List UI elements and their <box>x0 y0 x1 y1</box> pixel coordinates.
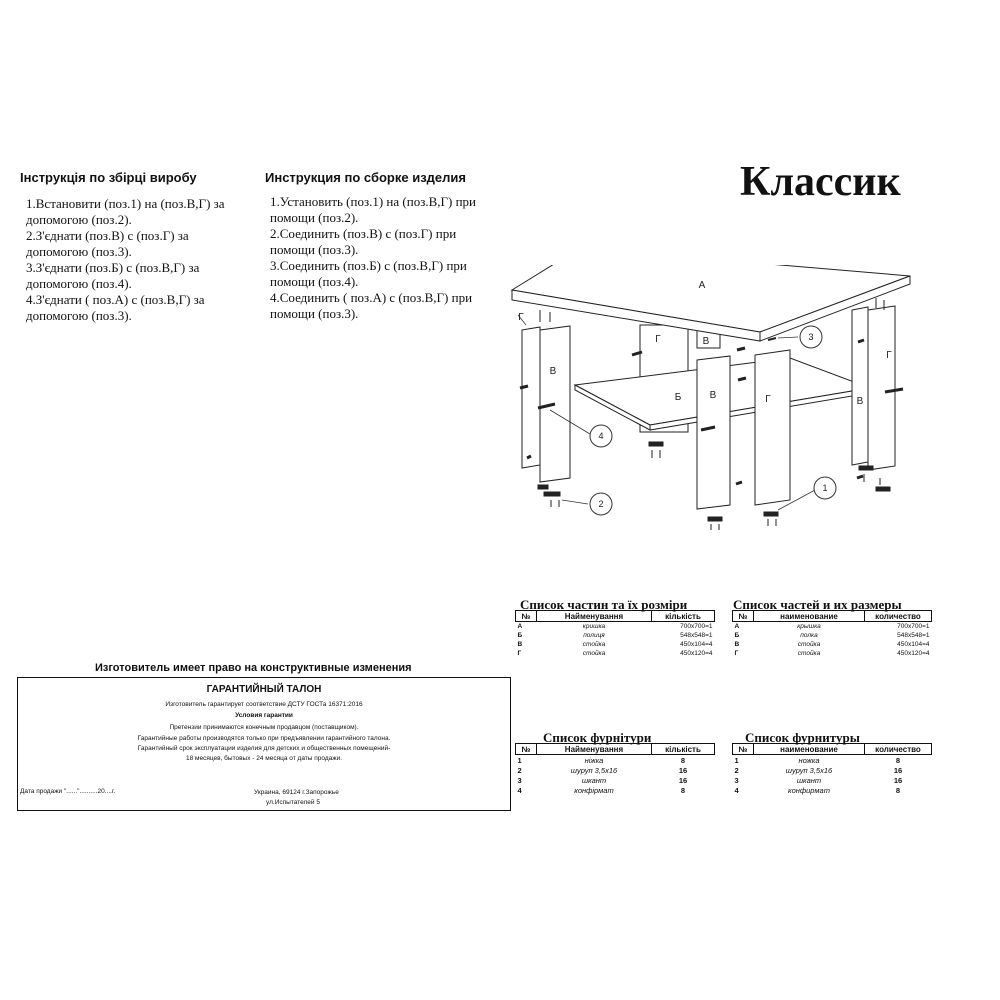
label-v-left: В <box>549 366 557 377</box>
instructions-ua-steps <box>26 196 254 324</box>
hardware-ru-table <box>732 743 932 795</box>
table-row: Г стойка 450х120=4 <box>517 650 713 657</box>
warranty-line: Гарантийный срок эксплуатации изделия для детских и общественных помещений- <box>137 745 391 752</box>
instructions-ru-steps <box>270 194 502 322</box>
warranty-line: Гарантийные работы производятся только при предъявлении гарантийного талона. <box>137 735 391 742</box>
instruction-step: 3.З'єднати (поз.Б) с (поз.В,Г) за допомогою (поз.4). <box>26 260 200 291</box>
column-header: № <box>516 611 537 622</box>
label-g-left: Г <box>518 312 524 323</box>
parts-ru-title: Список частей и их размеры <box>733 597 902 612</box>
hardware-ua-table <box>515 743 715 795</box>
instruction-step: 4.Соединить ( поз.А) с (поз.В,Г) при помощи (поз.3). <box>270 290 473 321</box>
table-row: Б полка 548х548=1 <box>734 632 930 639</box>
hardware-ru-title: Список фурнитуры <box>745 730 860 745</box>
label-g-back: Г <box>655 334 661 345</box>
column-header: Найменування <box>537 611 652 622</box>
table-row: 4 конфирмат 8 <box>734 785 901 795</box>
product-title: Классик <box>740 159 901 205</box>
column-header: количество <box>865 744 932 755</box>
table-row: Б полиця 548х548=1 <box>517 632 713 639</box>
table-row: Г стойка 450х120=4 <box>734 650 930 657</box>
label-a: А <box>698 280 706 291</box>
label-v-front: В <box>709 390 717 401</box>
table-row: В стойка 450х104=4 <box>517 641 713 648</box>
instructions-ua-title: Інструкція по збірці виробу <box>20 170 197 185</box>
address-line2: ул.Испытателей 5 <box>266 799 320 806</box>
parts-ua-table <box>515 610 715 658</box>
sale-date: Дата продажи "......"..........20....г. <box>20 788 116 795</box>
callout-3-label: 3 <box>808 332 814 342</box>
warranty-card <box>17 677 511 811</box>
warranty-line: 18 месяцев, бытовых - 24 месяца от даты продажи. <box>185 755 343 762</box>
label-g-front: Г <box>765 394 771 405</box>
warranty-conditions-title: Условия гарантии <box>235 712 293 719</box>
table-row: 3 шкант 16 <box>517 775 688 785</box>
column-header: наименование <box>754 611 865 622</box>
column-header: количество <box>865 611 932 622</box>
callout-1-label: 1 <box>822 483 828 493</box>
table-row: 2 шуруп 3,5х16 16 <box>517 765 688 775</box>
instruction-step: 1.Встановити (поз.1) на (поз.В,Г) за допомогою (поз.2). <box>26 196 225 227</box>
right-panel-v <box>852 307 868 465</box>
instruction-step: 2.Соединить (поз.В) с (поз.Г) при помощи (поз.3). <box>270 226 457 257</box>
column-header: кількість <box>652 744 715 755</box>
left-panel-g <box>522 327 540 468</box>
column-header: наименование <box>754 744 865 755</box>
front-panel-g <box>755 350 790 505</box>
parts-ua-title: Список частин та їх розміри <box>520 597 688 612</box>
instruction-step: 1.Установить (поз.1) на (поз.В,Г) при помощи (поз.2). <box>270 194 477 225</box>
right-panel-g <box>868 306 895 470</box>
label-v-right: В <box>856 396 864 407</box>
table-row: 2 шуруп 3,5х16 16 <box>734 765 903 775</box>
assembly-diagram <box>505 265 930 530</box>
warranty-line: Претензии принимаются конечным продавцом (поставщиком). <box>169 724 359 731</box>
label-g-right: Г <box>886 350 892 361</box>
label-v-back: В <box>702 336 710 347</box>
callout-2-label: 2 <box>598 499 604 509</box>
instruction-step: 2.З'єднати (поз.В) с (поз.Г) за допомогою (поз.3). <box>26 228 189 259</box>
table-row: В стойка 450х104=4 <box>734 641 930 648</box>
column-header: № <box>733 744 754 755</box>
column-header: № <box>516 744 537 755</box>
label-b: Б <box>674 392 682 403</box>
address-line1: Украина, 69124 г.Запорожье <box>254 789 339 796</box>
table-row: 4 конфірмат 8 <box>517 785 686 795</box>
column-header: Найменування <box>537 744 652 755</box>
table-row: А кришка 700х700=1 <box>517 623 713 630</box>
instruction-step: 4.З'єднати ( поз.А) с (поз.В,Г) за допомогою (поз.3). <box>26 292 205 323</box>
table-row: 3 шкант 16 <box>734 775 903 785</box>
table-row: А крышка 700х700=1 <box>734 623 930 630</box>
warranty-standard: Изготовитель гарантирует соответствие ДСТУ ГОСТа 16371:2016 <box>165 701 363 708</box>
table-row: 1 ножка 8 <box>734 755 901 765</box>
design-change-notice: Изготовитель имеет право на конструктивные изменения <box>95 662 412 674</box>
callout-4-label: 4 <box>598 431 604 441</box>
column-header: кількість <box>652 611 715 622</box>
instruction-step: 3.Соединить (поз.Б) с (поз.В,Г) при помощи (поз.4). <box>270 258 467 289</box>
hardware-ua-title: Список фурнітури <box>543 730 652 745</box>
parts-ru-table <box>732 610 932 658</box>
table-row: 1 ніжка 8 <box>517 755 686 765</box>
column-header: № <box>733 611 754 622</box>
warranty-title: ГАРАНТИЙНЫЙ ТАЛОН <box>206 684 322 695</box>
front-panel-v <box>697 356 730 509</box>
instructions-ru-title: Инструкция по сборке изделия <box>265 170 466 185</box>
